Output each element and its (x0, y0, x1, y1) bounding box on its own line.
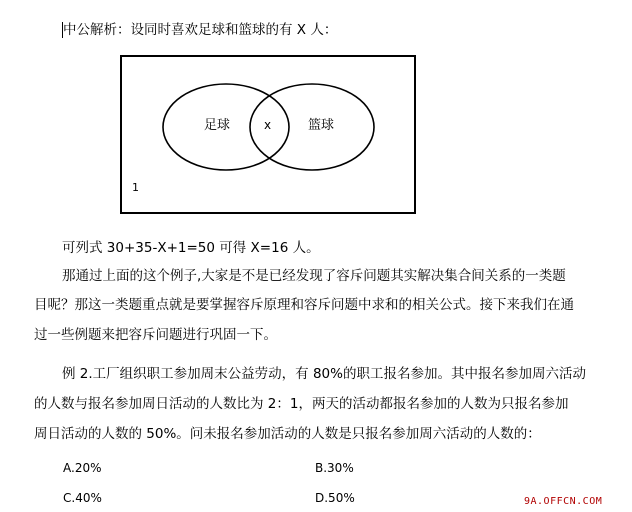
paragraph1-line1: 那通过上面的这个例子,大家是不是已经发现了容斥问题其实解决集合间关系的一类题 (62, 268, 566, 284)
example2-line1: 例 2.工厂组织职工参加周末公益劳动，有 80%的职工报名参加。其中报名参加周六活动 (62, 366, 586, 382)
option-b: B.30% (315, 461, 354, 475)
paragraph1-line3: 过一些例题来把容斥问题进行巩固一下。 (34, 327, 277, 343)
paragraph1-line2: 目呢？那这一类题重点就是要掌握容斥原理和容斥问题中求和的相关公式。接下来我们在通 (34, 297, 574, 313)
overlap-label: x (264, 118, 272, 132)
football-label: 足球 (204, 118, 231, 133)
equation-line: 可列式 30+35-X+1=50 可得 X=16 人。 (62, 240, 320, 256)
example2-line2: 的人数与报名参加周日活动的人数比为 2：1，两天的活动都报名参加的人数为只报名参加 (34, 396, 569, 412)
option-c: C.40% (63, 491, 102, 505)
option-d: D.50% (315, 491, 355, 505)
basketball-label: 篮球 (308, 118, 335, 133)
example2-line3: 周日活动的人数的 50%。问未报名参加活动的人数是只报名参加周六活动的人数的： (34, 426, 541, 442)
option-a: A.20% (63, 461, 102, 475)
outside-label: 1 (132, 181, 139, 194)
intro-line: 中公解析：设同时喜欢足球和篮球的有 X 人： (63, 22, 338, 38)
venn-frame (121, 56, 415, 213)
site-watermark: 9A.OFFCN.COM (524, 496, 603, 507)
